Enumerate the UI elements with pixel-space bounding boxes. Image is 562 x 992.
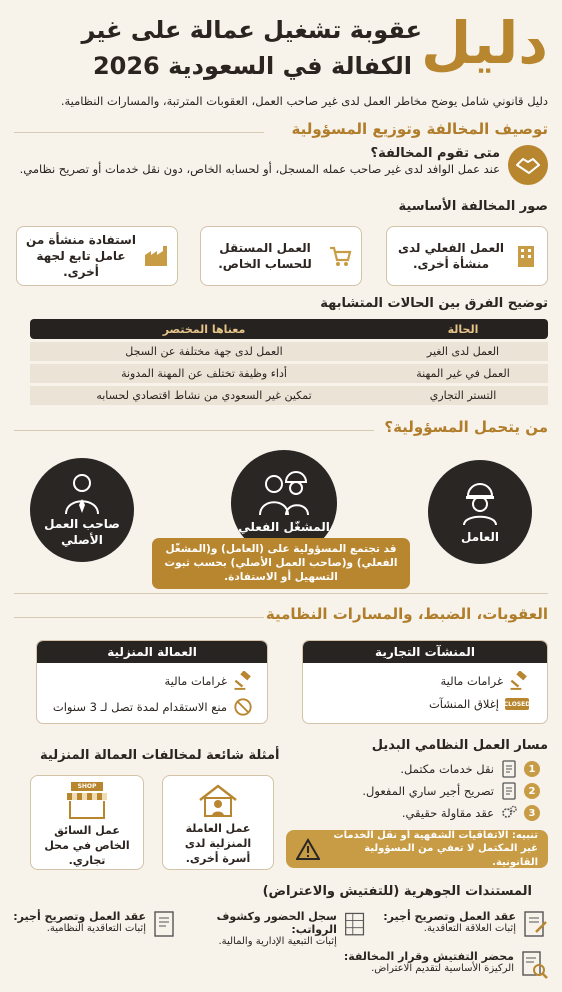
warning-box	[286, 830, 548, 868]
employer-icon	[62, 471, 102, 515]
domestic-head: العمالة المنزلية	[37, 641, 267, 663]
example-card-1-label: عمل العاملة المنزلية لدى أسرة أخرى.	[184, 822, 252, 865]
step-number: 1	[524, 761, 540, 777]
gears-icon	[500, 804, 518, 822]
section3-divider	[14, 617, 264, 618]
when-title: متى تقوم المخالفة؟	[370, 146, 500, 161]
example-card-2-label: عمل السائق الخاص في محل تجاري.	[44, 824, 130, 867]
section3-divider-top	[14, 593, 548, 594]
doc-item-1-text: إثبات العلاقة التعاقدية.	[423, 923, 516, 934]
examples-title: أمثلة شائعة لمخالفات العمالة المنزلية	[40, 748, 280, 763]
closed-sign-icon: CLOSED	[505, 698, 529, 710]
spreadsheet-icon	[343, 910, 366, 940]
table-cell: أداء وظيفة تختلف عن المهنة المدونة	[30, 364, 378, 383]
establishments-item-1: غرامات مالية	[440, 674, 503, 688]
header-big-word: دليل	[421, 9, 548, 77]
section1-divider	[14, 132, 264, 133]
list-item	[37, 691, 267, 717]
table-cell: التستر التجاري	[378, 386, 548, 405]
alt-step-3-label: عقد مقاولة حقيقي.	[401, 806, 494, 820]
alt-title: مسار العمل النظامي البديل	[371, 738, 548, 753]
contract-icon	[522, 910, 548, 940]
warning-text: تنبيه: الاتفاقيات الشفهية أو نقل الخدمات غير المكتمل لا تعفي من المسؤولية القانونية.	[333, 829, 538, 868]
doc-item-3-text: إثبات التعاقدية النظامية.	[46, 923, 146, 934]
doc-item-3-title: عقد العمل وتصريح أجير:	[13, 910, 146, 923]
doc-item-4-text: الركيزة الأساسية لتقديم الاعتراض.	[371, 963, 514, 974]
alt-step-3	[402, 804, 540, 822]
forms-title: صور المخالفة الأساسية	[398, 199, 548, 214]
page-title-line2: الكفالة في السعودية 2026	[92, 52, 412, 80]
building-icon	[513, 243, 539, 269]
intro-text: دليل قانوني شامل يوضح مخاطر العمل لدى غير صاحب العمل، العقوبات المترتبة، والمسارات النظامية.	[60, 94, 548, 108]
doc-item-2-text: إثبات التبعية الإدارية والمالية.	[218, 936, 337, 947]
section4-title: المستندات الجوهرية (للتفتيش والاعتراض)	[262, 884, 532, 899]
doc-item-4	[334, 950, 548, 980]
document-icon	[500, 782, 518, 800]
establishments-head: المنشآت التجارية	[303, 641, 547, 663]
doc-item-3	[8, 910, 178, 940]
doc-item-4-title: محضر التفتيش وقرار المخالفة:	[343, 950, 514, 963]
form-card-1-label: العمل الفعلي لدى منشأة أخرى.	[397, 240, 504, 271]
contract-icon	[152, 910, 178, 940]
no-entry-icon	[233, 697, 253, 717]
alt-step-2-label: تصريح أجير ساري المفعول.	[362, 784, 494, 798]
establishments-item-2: إغلاق المنشآت	[428, 697, 499, 711]
doc-item-2	[186, 910, 366, 947]
section2-title: من يتحمل المسؤولية؟	[384, 418, 548, 436]
alt-step-1	[400, 760, 540, 778]
list-item	[37, 663, 267, 691]
worker-label: العامل	[460, 530, 500, 545]
alt-step-2	[362, 782, 540, 800]
employer-circle	[30, 458, 134, 562]
table-row	[30, 364, 548, 383]
establishments-box	[302, 640, 548, 724]
diff-table	[30, 316, 548, 408]
warning-icon	[296, 838, 320, 860]
example-card-2	[30, 775, 144, 870]
doc-item-1	[380, 910, 548, 940]
table-row	[30, 386, 548, 405]
doc-item-1-title: عقد العمل وتصريح أجير:	[383, 910, 516, 923]
shop-sign: SHOP	[71, 782, 103, 791]
list-item	[303, 663, 547, 691]
table-cell: العمل في غير المهنة	[378, 364, 548, 383]
table-header-case: الحالة	[378, 319, 548, 339]
form-card-3	[16, 226, 178, 286]
table-cell: تمكين غير السعودي من نشاط اقتصادي لحسابه	[30, 386, 378, 405]
table-header-meaning: معناها المختصر	[30, 319, 378, 339]
operator-icon	[256, 470, 312, 516]
domestic-item-2: منع الاستقدام لمدة تصل لـ 3 سنوات	[52, 700, 227, 714]
form-card-2-label: العمل المستقل للحساب الخاص.	[218, 240, 312, 271]
form-card-2	[200, 226, 362, 286]
table-cell: العمل لدى الغير	[378, 342, 548, 361]
step-number: 3	[524, 805, 540, 821]
section1-title: توصيف المخالفة وتوزيع المسؤولية	[291, 120, 548, 138]
alt-step-1-label: نقل خدمات مكتمل.	[400, 762, 494, 776]
factory-icon	[143, 243, 169, 269]
form-card-1	[386, 226, 548, 286]
table-row	[30, 342, 548, 361]
document-icon	[500, 760, 518, 778]
house-worker-icon	[196, 782, 240, 818]
page-title-line1: عقوبة تشغيل عمالة على غير	[81, 16, 422, 44]
worker-circle	[428, 460, 532, 564]
cart-icon	[327, 243, 353, 269]
responsibility-note: قد تجتمع المسؤولية على (العامل) و(المشغّل الفعلي) و(صاحب العمل الأصلي) بحسب ثبوت التسهيل أو الاستفادة.	[152, 538, 410, 589]
gavel-icon	[233, 671, 253, 691]
operator-label: المشغّل الفعلي	[238, 520, 330, 535]
step-number: 2	[524, 783, 540, 799]
section2-divider	[14, 430, 374, 431]
inspection-report-icon	[520, 950, 548, 980]
doc-item-2-title: سجل الحضور وكشوف الرواتب:	[216, 910, 337, 936]
section3-title: العقوبات، الضبط، والمسارات النظامية	[265, 605, 548, 623]
diff-title: توضيح الفرق بين الحالات المتشابهة	[320, 296, 548, 311]
table-cell: العمل لدى جهة مختلفة عن السجل	[30, 342, 378, 361]
domestic-item-1: غرامات مالية	[164, 674, 227, 688]
domestic-box	[36, 640, 268, 724]
employer-label: صاحب العمل الأصلي	[44, 517, 120, 547]
worker-icon	[458, 478, 502, 526]
handshake-icon	[508, 145, 548, 185]
list-item	[303, 691, 547, 711]
form-card-3-label: استفادة منشأة من عامل تابع لجهة أخرى.	[26, 232, 136, 280]
gavel-icon	[509, 671, 529, 691]
when-text: عند عمل الوافد لدى غير صاحب عمله المسجل، أو لحسابه الخاص، دون نقل خدمات أو تصريح نظامي.	[19, 162, 500, 176]
shop-icon	[65, 782, 109, 820]
example-card-1	[162, 775, 274, 870]
